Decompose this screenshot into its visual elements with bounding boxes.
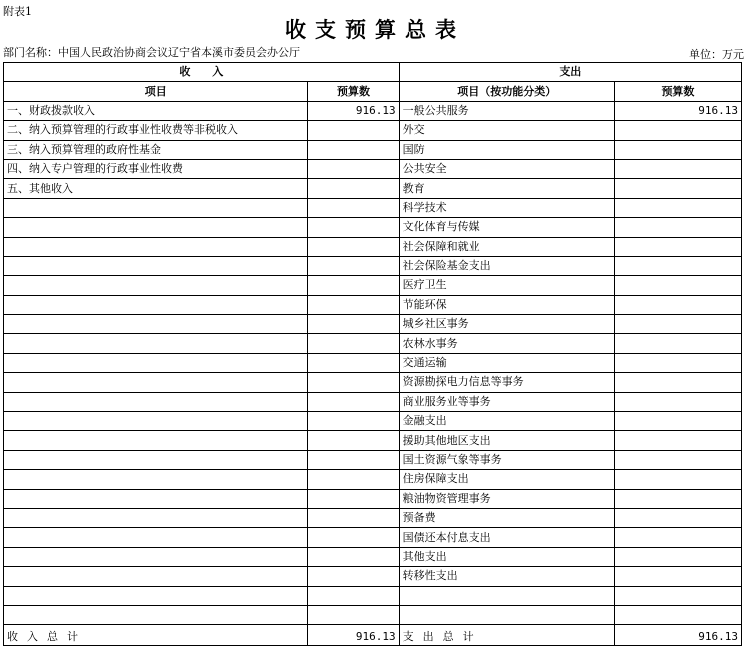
table-row: [4, 179, 742, 198]
table-row: [4, 256, 742, 275]
income-item-value: [308, 392, 399, 411]
income-item-value: [308, 159, 399, 178]
income-item-value: [308, 218, 399, 237]
expense-item-value: [614, 567, 741, 586]
expense-item-label: 节能环保: [399, 295, 614, 314]
table-row: [4, 528, 742, 547]
income-item-label: [4, 528, 308, 547]
expense-item-value: [614, 179, 741, 198]
income-item-label: [4, 373, 308, 392]
expense-item-value: [614, 237, 741, 256]
expense-item-label: 一般公共服务: [399, 101, 614, 120]
expense-item-label: 援助其他地区支出: [399, 431, 614, 450]
income-item-label: [4, 547, 308, 566]
table-row: [4, 159, 742, 178]
income-item-value: [308, 605, 399, 624]
income-item-value: [308, 528, 399, 547]
table-row: [4, 237, 742, 256]
income-item-label: [4, 489, 308, 508]
expense-item-value: 916.13: [614, 101, 741, 120]
income-item-value: [308, 334, 399, 353]
income-item-value: [308, 508, 399, 527]
expense-item-label: 预备费: [399, 508, 614, 527]
expense-item-value: [614, 218, 741, 237]
section-header-row: [4, 63, 742, 82]
expense-item-value: [614, 295, 741, 314]
income-item-label: [4, 567, 308, 586]
expense-item-value: [614, 334, 741, 353]
page-title: 收支预算总表: [285, 18, 465, 42]
table-row: [4, 489, 742, 508]
expense-item-value: [614, 547, 741, 566]
expense-item-label: 转移性支出: [399, 567, 614, 586]
department-name: 部门名称：中国人民政治协商会议辽宁省本溪市委员会办公厅: [3, 46, 300, 59]
expense-item-value: [614, 315, 741, 334]
table-row: [4, 101, 742, 120]
expense-item-label: 文化体育与传媒: [399, 218, 614, 237]
expense-item-label: 外交: [399, 121, 614, 140]
income-item-value: [308, 276, 399, 295]
unit-label: 单位：万元: [689, 48, 744, 61]
expense-budget-header: 预算数: [614, 82, 741, 101]
expense-item-header: 项目（按功能分类）: [399, 82, 614, 101]
income-item-value: [308, 295, 399, 314]
expense-item-label: 粮油物资管理事务: [399, 489, 614, 508]
expense-item-label: [399, 605, 614, 624]
income-total-label: 收入总计: [4, 625, 308, 646]
table-row: [4, 450, 742, 469]
table-row: [4, 567, 742, 586]
expense-item-label: 科学技术: [399, 198, 614, 217]
income-item-label: [4, 431, 308, 450]
income-item-value: [308, 198, 399, 217]
table-row: [4, 198, 742, 217]
income-item-label: 四、纳入专户管理的行政事业性收费: [4, 159, 308, 178]
income-item-label: [4, 295, 308, 314]
income-item-label: [4, 237, 308, 256]
table-row: [4, 547, 742, 566]
expense-item-label: 国防: [399, 140, 614, 159]
income-item-label: [4, 586, 308, 605]
expense-item-label: 金融支出: [399, 412, 614, 431]
expense-item-label: 社会保障和就业: [399, 237, 614, 256]
income-item-label: [4, 315, 308, 334]
income-item-value: [308, 140, 399, 159]
expense-item-value: [614, 450, 741, 469]
expense-item-value: [614, 159, 741, 178]
income-item-value: [308, 237, 399, 256]
income-item-value: [308, 586, 399, 605]
income-item-label: [4, 334, 308, 353]
income-item-label: 二、纳入预算管理的行政事业性收费等非税收入: [4, 121, 308, 140]
expense-item-value: [614, 605, 741, 624]
income-item-label: 三、纳入预算管理的政府性基金: [4, 140, 308, 159]
expense-total-label: 支出总计: [399, 625, 614, 646]
expense-item-label: 社会保险基金支出: [399, 256, 614, 275]
table-row: [4, 315, 742, 334]
expense-item-value: [614, 276, 741, 295]
expense-item-label: 资源勘探电力信息等事务: [399, 373, 614, 392]
budget-table: [3, 62, 742, 646]
expense-item-value: [614, 528, 741, 547]
income-item-label: [4, 412, 308, 431]
income-item-value: [308, 431, 399, 450]
total-row: [4, 625, 742, 646]
income-total-value: 916.13: [308, 625, 399, 646]
income-item-value: [308, 373, 399, 392]
income-item-label: [4, 198, 308, 217]
table-row: [4, 508, 742, 527]
income-item-label: [4, 450, 308, 469]
table-row: [4, 353, 742, 372]
income-item-value: [308, 412, 399, 431]
expense-item-value: [614, 412, 741, 431]
expense-item-label: 交通运输: [399, 353, 614, 372]
expense-section-header: 支出: [399, 63, 741, 82]
expense-item-label: 其他支出: [399, 547, 614, 566]
income-item-label: 五、其他收入: [4, 179, 308, 198]
expense-item-value: [614, 392, 741, 411]
income-item-label: [4, 470, 308, 489]
income-budget-header: 预算数: [308, 82, 399, 101]
income-item-label: [4, 256, 308, 275]
table-row: [4, 431, 742, 450]
income-item-value: [308, 353, 399, 372]
expense-item-value: [614, 586, 741, 605]
expense-item-label: 医疗卫生: [399, 276, 614, 295]
expense-item-value: [614, 431, 741, 450]
income-item-value: [308, 547, 399, 566]
column-header-row: [4, 82, 742, 101]
table-row: [4, 470, 742, 489]
expense-item-label: 国债还本付息支出: [399, 528, 614, 547]
table-row: [4, 276, 742, 295]
expense-item-value: [614, 470, 741, 489]
expense-item-label: 公共安全: [399, 159, 614, 178]
income-item-value: 916.13: [308, 101, 399, 120]
income-item-value: [308, 315, 399, 334]
income-item-value: [308, 567, 399, 586]
income-item-value: [308, 489, 399, 508]
expense-item-label: 教育: [399, 179, 614, 198]
table-row: [4, 412, 742, 431]
expense-item-value: [614, 353, 741, 372]
expense-item-value: [614, 140, 741, 159]
expense-item-value: [614, 256, 741, 275]
income-item-label: [4, 276, 308, 295]
table-row: [4, 218, 742, 237]
attachment-note: 附表1: [3, 5, 32, 18]
table-row: [4, 121, 742, 140]
expense-item-label: 商业服务业等事务: [399, 392, 614, 411]
expense-item-value: [614, 373, 741, 392]
income-item-label: [4, 218, 308, 237]
expense-item-label: 住房保障支出: [399, 470, 614, 489]
income-section-header: 收 入: [4, 63, 400, 82]
expense-item-label: 国土资源气象等事务: [399, 450, 614, 469]
income-item-label: [4, 605, 308, 624]
income-item-value: [308, 179, 399, 198]
income-item-label: 一、财政拨款收入: [4, 101, 308, 120]
table-row: [4, 334, 742, 353]
table-row: [4, 295, 742, 314]
income-item-label: [4, 353, 308, 372]
expense-item-label: 农林水事务: [399, 334, 614, 353]
table-row: [4, 140, 742, 159]
expense-total-value: 916.13: [614, 625, 741, 646]
expense-item-value: [614, 121, 741, 140]
income-item-value: [308, 450, 399, 469]
expense-item-value: [614, 489, 741, 508]
income-item-value: [308, 256, 399, 275]
expense-item-label: [399, 586, 614, 605]
expense-item-value: [614, 198, 741, 217]
income-item-label: [4, 392, 308, 411]
income-item-value: [308, 121, 399, 140]
table-row: [4, 392, 742, 411]
table-row: [4, 586, 742, 605]
expense-item-label: 城乡社区事务: [399, 315, 614, 334]
table-row: [4, 373, 742, 392]
income-item-value: [308, 470, 399, 489]
table-row: [4, 605, 742, 624]
income-item-header: 项目: [4, 82, 308, 101]
income-item-label: [4, 508, 308, 527]
expense-item-value: [614, 508, 741, 527]
